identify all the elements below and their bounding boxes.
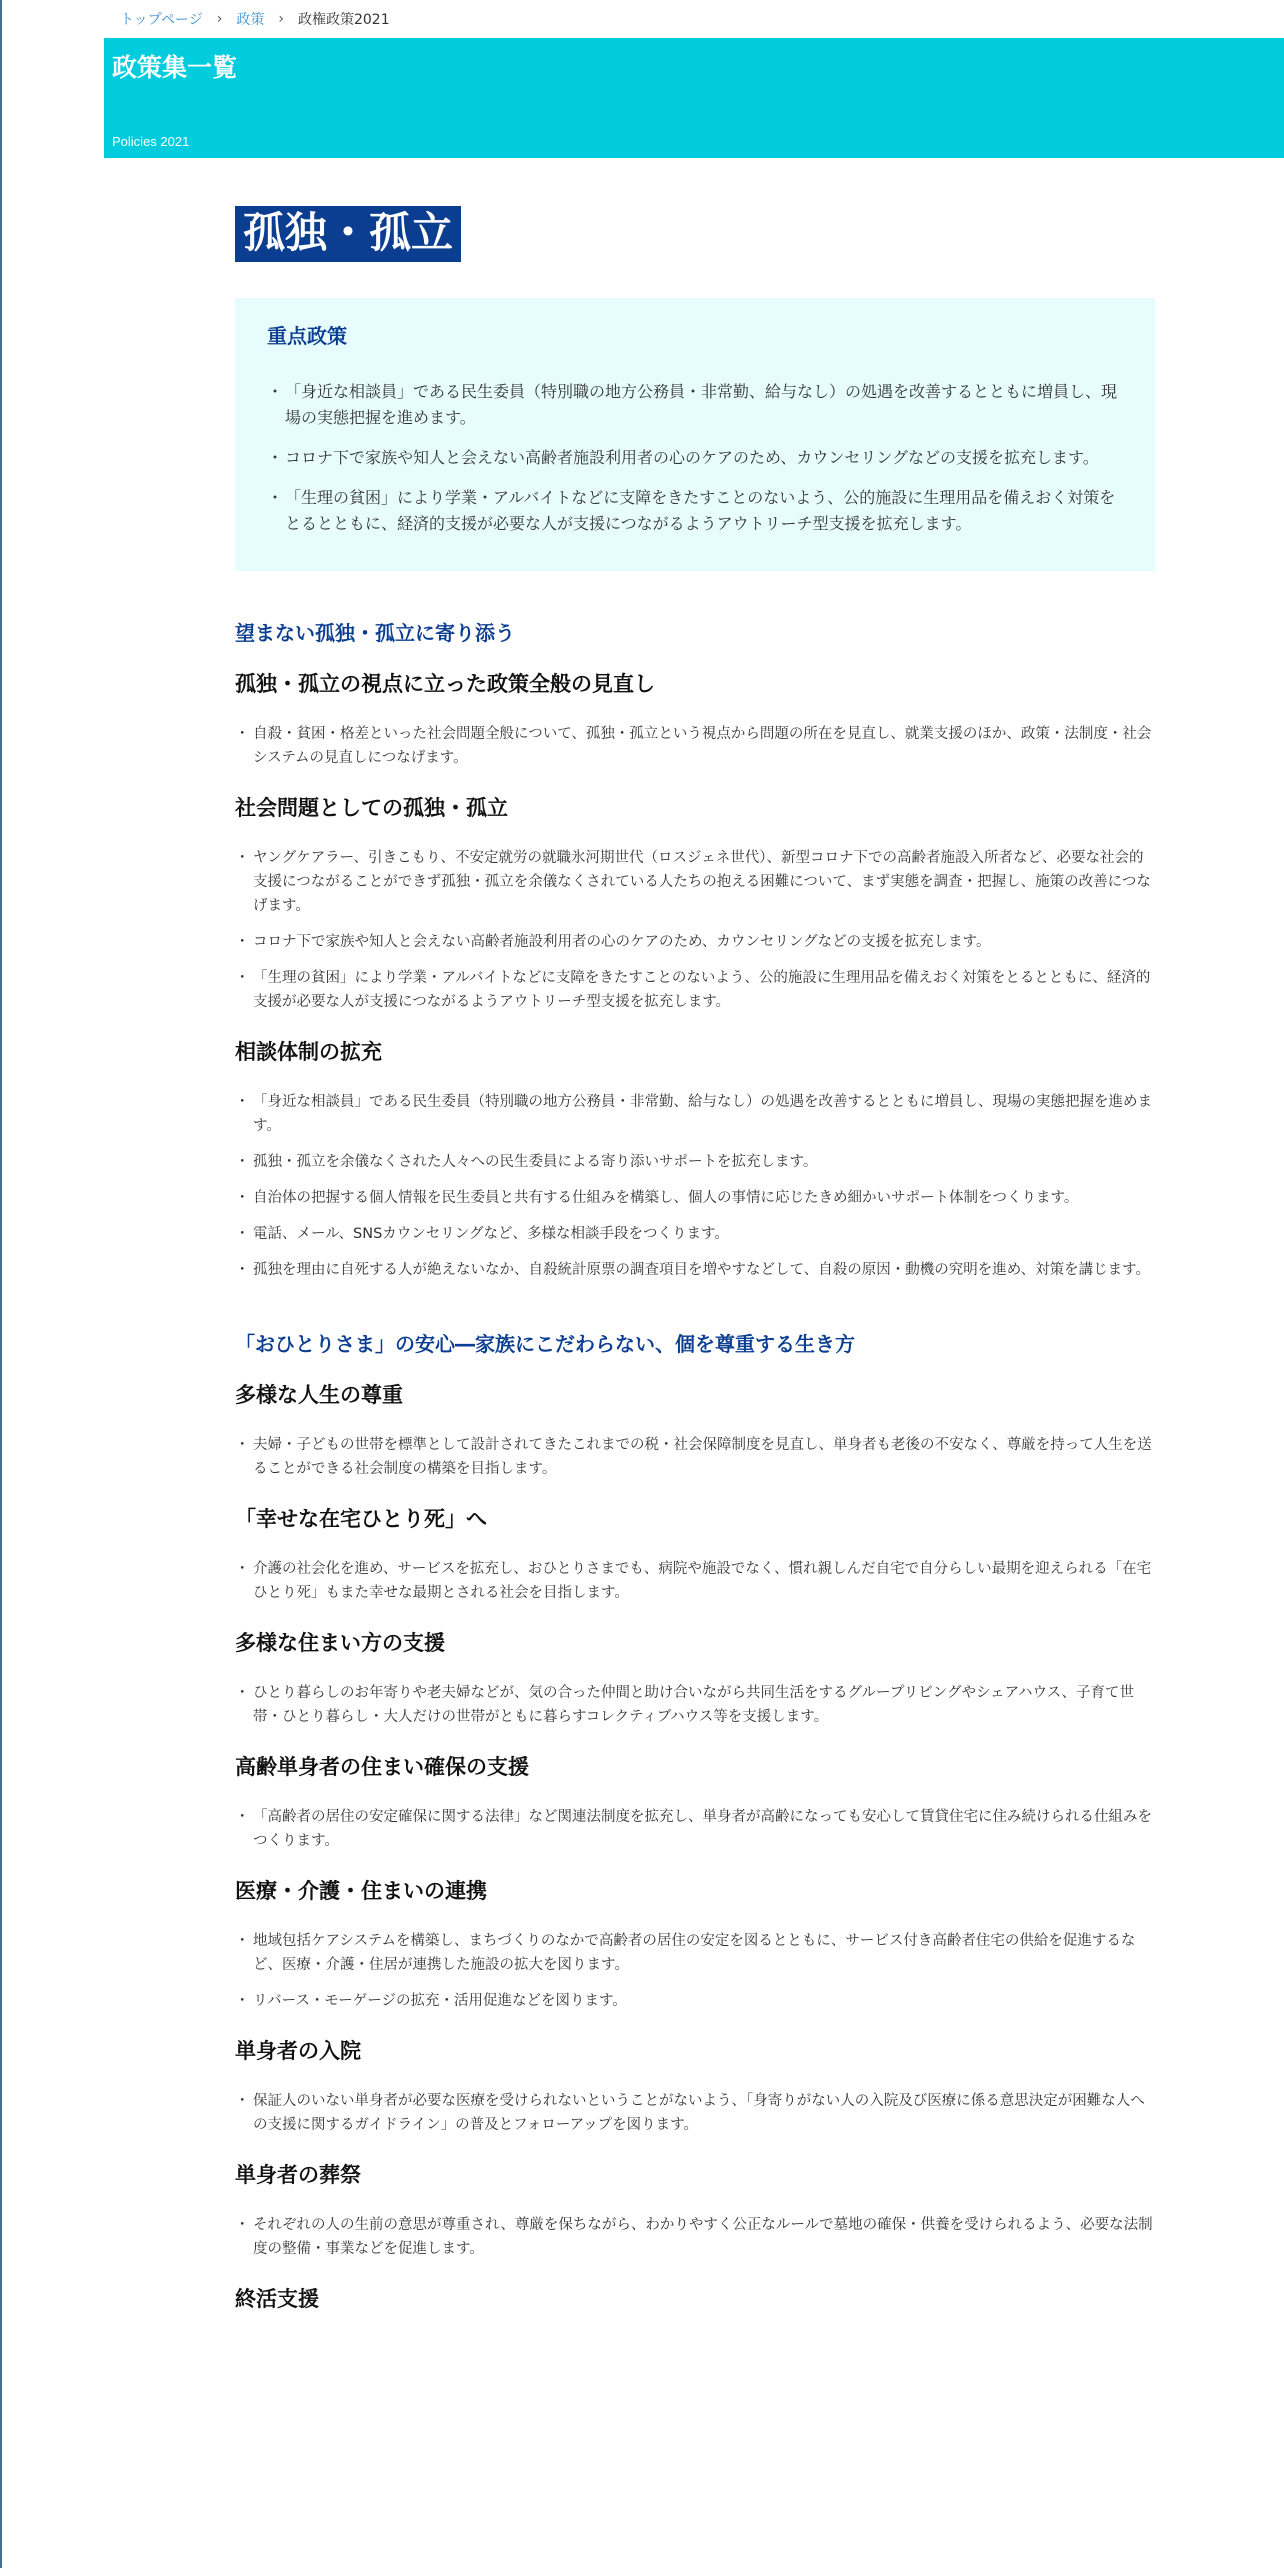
breadcrumb-current: 政権政策2021 (297, 12, 390, 28)
section-ohitorisama (235, 1328, 1155, 2313)
list-item: ・ それぞれの人の生前の意思が尊重され、尊厳を保ちながら、わかりやすく公正なルールで墓地の確保・供養を受けられるよう、必要な法制度の整備・事業などを促進します。 (235, 2213, 1155, 2261)
chevron-right-icon: › (278, 11, 284, 27)
left-edge-rule (0, 0, 2, 2568)
banner-title: 政策集一覧 (112, 53, 238, 82)
chevron-right-icon: › (216, 11, 223, 27)
list-item: ・ 介護の社会化を進め、サービスを拡充し、おひとりさまでも、病院や施設でなく、慣れ親しんだ自宅で自分らしい最期を迎えられる「在宅ひとり死」もまた幸せな最期とされる社会を目指します。 (235, 1557, 1155, 1605)
subsection-title: 「幸せな在宅ひとり死」へ (235, 1507, 487, 1531)
list-item: ・ 孤独・孤立を余儀なくされた人々への民生委員による寄り添いサポートを拡充します。 (235, 1150, 1155, 1174)
breadcrumb-link-top[interactable]: トップページ (120, 12, 203, 28)
list-item: ・ 「高齢者の居住の安定確保に関する法律」など関連法制度を拡充し、単身者が高齢になっても安心して賃貸住宅に住み続けられる仕組みをつくります。 (235, 1805, 1155, 1853)
key-policy-item: ・ 「身近な相談員」である民生委員（特別職の地方公務員・非常勤、給与なし）の処遇を改善するとともに増員し、現場の実態把握を進めます。 (267, 379, 1123, 431)
policy-list (235, 2213, 1155, 2261)
policy-list (235, 2089, 1155, 2137)
policy-list (235, 1805, 1155, 1853)
policy-list (235, 1929, 1155, 2013)
list-item: ・ 自殺・貧困・格差といった社会問題全般について、孤独・孤立という視点から問題の所在を見直し、就業支援のほか、政策・法制度・社会システムの見直しにつなげます。 (235, 722, 1155, 770)
list-item: ・ ひとり暮らしのお年寄りや老夫婦などが、気の合った仲間と助け合いながら共同生活をするグループリビングやシェアハウス、子育て世帯・ひとり暮らし・大人だけの世帯がともに暮らすコレクティブハウス等を支援します。 (235, 1681, 1155, 1729)
list-item: ・ 孤独を理由に自死する人が絶えないなか、自殺統計原票の調査項目を増やすなどして、自殺の原因・動機の究明を進め、対策を講じます。 (235, 1258, 1155, 1282)
list-item: ・ 自治体の把握する個人情報を民生委員と共有する仕組みを構築し、個人の事情に応じたきめ細かいサポート体制をつくります。 (235, 1186, 1155, 1210)
section-heading: 「おひとりさま」の安心―家族にこだわらない、個を尊重する生き方 (235, 1332, 855, 1356)
list-item: ・ 地域包括ケアシステムを構築し、まちづくりのなかで高齢者の居住の安定を図るとともに、サービス付き高齢者住宅の供給を促進するなど、医療・介護・住居が連携した施設の拡大を図ります。 (235, 1929, 1155, 1977)
page-banner (104, 38, 1284, 158)
subsection-title: 多様な人生の尊重 (235, 1383, 403, 1407)
key-policy-item: ・ 「生理の貧困」により学業・アルバイトなどに支障をきたすことのないよう、公的施設に生理用品を備えおく対策をとるとともに、経済的支援が必要な人が支援につながるようアウトリーチ型支援を拡充します。 (267, 485, 1123, 537)
policy-list (235, 722, 1155, 770)
list-item: ・ ヤングケアラー、引きこもり、不安定就労の就職氷河期世代（ロスジェネ世代）、新型コロナ下での高齢者施設入所者など、必要な社会的支援につながることができず孤独・孤立を余儀なくされている人たちの抱える困難について、まず実態を調査・把握し、施策の改善につなげます。 (235, 846, 1155, 918)
policy-list (235, 846, 1155, 1014)
key-policies-list (267, 379, 1123, 537)
list-item: ・ リバース・モーゲージの拡充・活用促進などを図ります。 (235, 1989, 1155, 2013)
subsection-title: 高齢単身者の住まい確保の支援 (235, 1755, 529, 1779)
subsection-title: 単身者の入院 (235, 2039, 361, 2063)
main-content (235, 206, 1155, 2337)
list-item: ・ 「身近な相談員」である民生委員（特別職の地方公務員・非常勤、給与なし）の処遇を改善するとともに増員し、現場の実態把握を進めます。 (235, 1090, 1155, 1138)
policy-list (235, 1681, 1155, 1729)
section-loneliness-support (235, 617, 1155, 1282)
subsection-title: 終活支援 (235, 2287, 319, 2311)
subsection-title: 単身者の葬祭 (235, 2163, 361, 2187)
section-heading: 望まない孤独・孤立に寄り添う (235, 621, 515, 645)
list-item: ・ 保証人のいない単身者が必要な医療を受けられないということがないよう、「身寄りがない人の入院及び医療に係る意思決定が困難な人への支援に関するガイドライン」の普及とフォローアップを図ります。 (235, 2089, 1155, 2137)
key-policies-heading: 重点政策 (267, 324, 347, 348)
breadcrumb (120, 8, 390, 30)
subsection-title: 医療・介護・住まいの連携 (235, 1879, 487, 1903)
list-item: ・ 「生理の貧困」により学業・アルバイトなどに支障をきたすことのないよう、公的施設に生理用品を備えおく対策をとるとともに、経済的支援が必要な人が支援につながるようアウトリーチ型支援を拡充します。 (235, 966, 1155, 1014)
subsection-title: 孤独・孤立の視点に立った政策全般の見直し (235, 672, 655, 696)
key-policy-item: ・ コロナ下で家族や知人と会えない高齢者施設利用者の心のケアのため、カウンセリングなどの支援を拡充します。 (267, 445, 1123, 471)
banner-subtitle: Policies 2021 (112, 134, 190, 149)
policy-list (235, 1557, 1155, 1605)
policy-list (235, 1433, 1155, 1481)
policy-list (235, 1090, 1155, 1282)
key-policies-box (235, 298, 1155, 571)
list-item: ・ 夫婦・子どもの世帯を標準として設計されてきたこれまでの税・社会保障制度を見直し、単身者も老後の不安なく、尊厳を持って人生を送ることができる社会制度の構築を目指します。 (235, 1433, 1155, 1481)
list-item: ・ 電話、メール、SNSカウンセリングなど、多様な相談手段をつくります。 (235, 1222, 1155, 1246)
subsection-title: 相談体制の拡充 (235, 1040, 382, 1064)
breadcrumb-link-policy[interactable]: 政策 (236, 12, 265, 28)
list-item: ・ コロナ下で家族や知人と会えない高齢者施設利用者の心のケアのため、カウンセリングなどの支援を拡充します。 (235, 930, 1155, 954)
subsection-title: 多様な住まい方の支援 (235, 1631, 445, 1655)
subsection-title: 社会問題としての孤独・孤立 (235, 796, 508, 820)
page-title: 孤独・孤立 (235, 206, 461, 262)
